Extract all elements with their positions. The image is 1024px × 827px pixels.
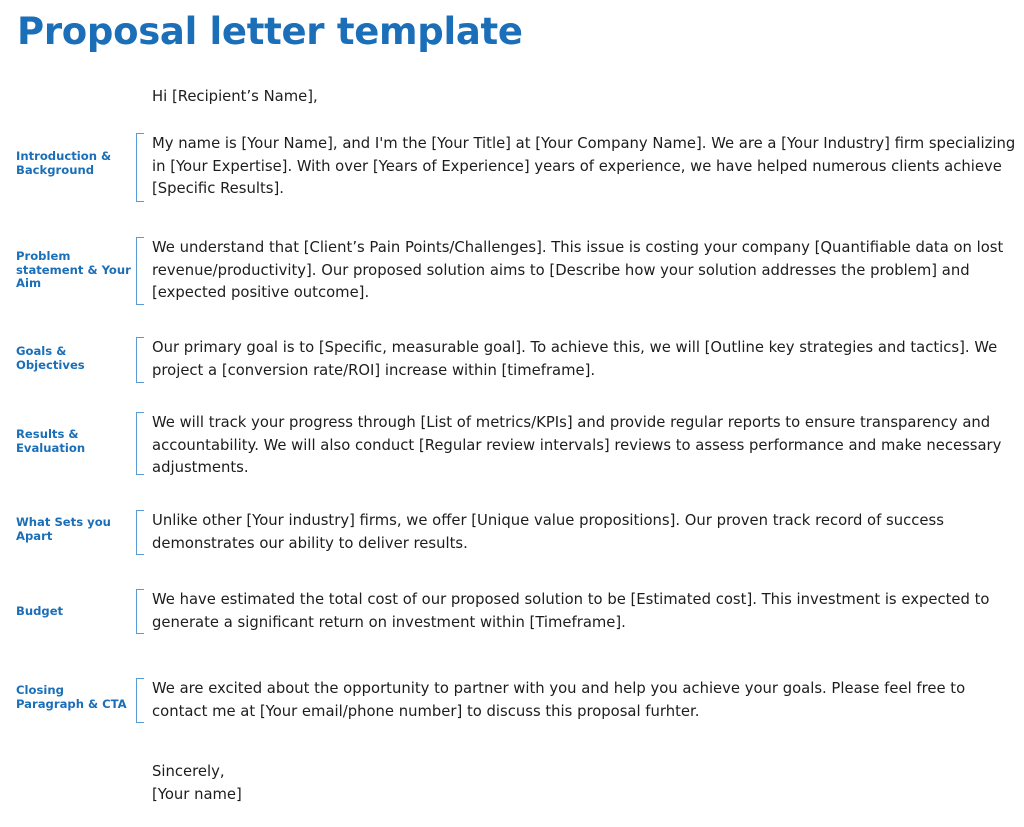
section-label: What Sets you Apart	[16, 515, 111, 543]
section-label: Goals & Objectives	[16, 344, 85, 372]
section-label: Closing Paragraph & CTA	[16, 683, 127, 711]
section-label: Introduction & Background	[16, 149, 112, 177]
section-text: We understand that [Client’s Pain Points/Challenges]. This issue is costing your company [Quantifiable data on lost revenue/productivity]. Our proposed solution aims to [Describe how your solution addresses the problem] and [expected positive outcome].	[152, 239, 1004, 301]
section-label: Problem statement & Your Aim	[16, 249, 131, 290]
signature: [Your name]	[152, 786, 242, 803]
section-text: We are excited about the opportunity to partner with you and help you achieve your goals. Please feel free to contact me at [Your email/phone number] to discuss this proposal furhter.	[152, 680, 966, 720]
page-title: Proposal letter template	[17, 10, 523, 53]
section-text: Our primary goal is to [Specific, measurable goal]. To achieve this, we will [Outline key strategies and tactics]. We project a [conversion rate/ROI] increase within [timeframe].	[152, 339, 998, 379]
section-bracket	[136, 412, 144, 475]
section-bracket	[136, 678, 144, 723]
section-label: Budget	[16, 604, 64, 618]
section-bracket	[136, 133, 144, 202]
section-bracket	[136, 337, 144, 383]
section-text: Unlike other [Your industry] firms, we offer [Unique value propositions]. Our proven track record of success demonstrates our ability to deliver results.	[152, 512, 944, 552]
section-text: We have estimated the total cost of our proposed solution to be [Estimated cost]. This investment is expected to generate a significant return on investment within [Timeframe].	[152, 591, 990, 631]
section-bracket	[136, 237, 144, 305]
greeting: Hi [Recipient’s Name],	[152, 88, 318, 105]
section-text: We will track your progress through [List of metrics/KPIs] and provide regular reports to ensure transparency and accountability. We will also conduct [Regular review intervals] reviews to assess performance and make necessary adjustments.	[152, 414, 1002, 476]
section-label: Results & Evaluation	[16, 427, 86, 455]
signoff: Sincerely,	[152, 763, 225, 780]
section-bracket	[136, 510, 144, 555]
section-text: My name is [Your Name], and I'm the [Your Title] at [Your Company Name]. We are a [Your Industry] firm specializing in [Your Expertise]. With over [Years of Experience] years of experience, we have helped numerous clients achieve [Specific Results].	[152, 135, 1016, 197]
section-bracket	[136, 589, 144, 634]
